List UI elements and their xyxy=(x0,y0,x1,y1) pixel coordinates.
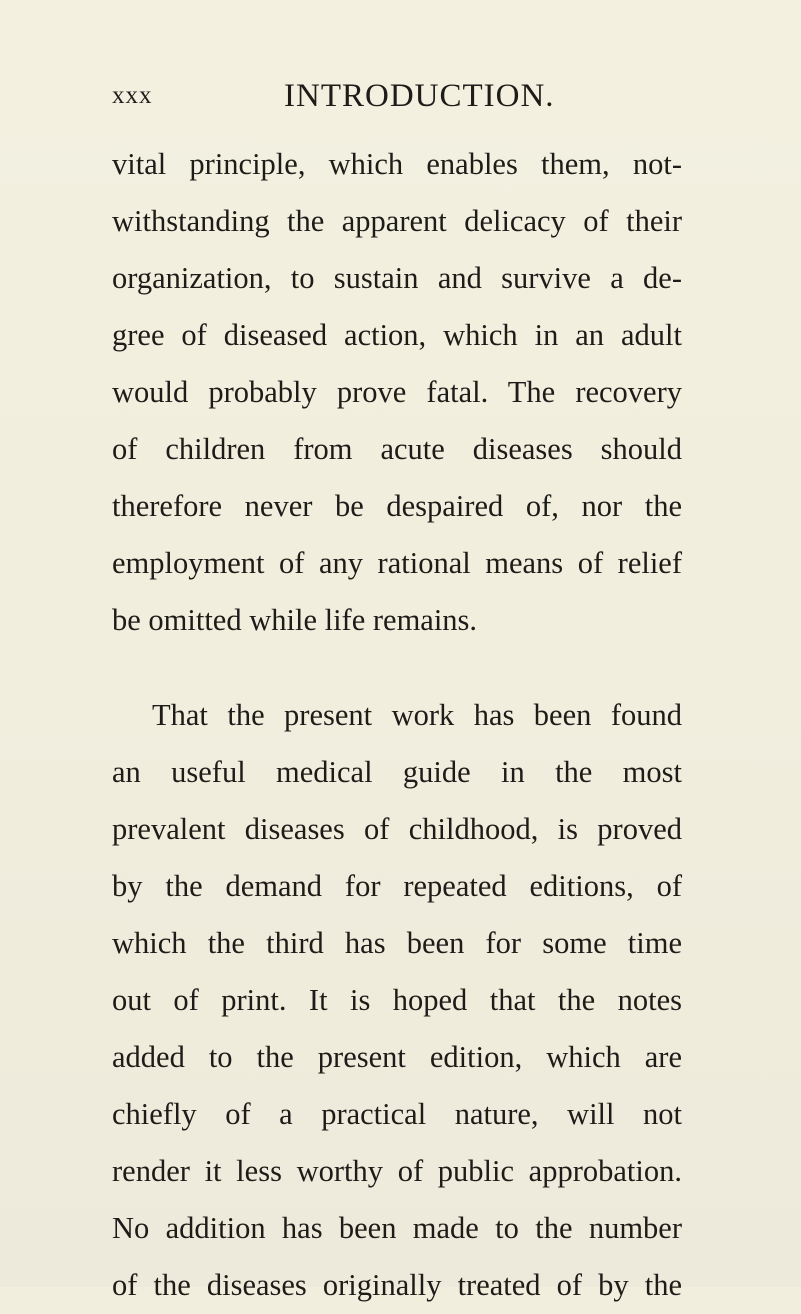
text-line: organization, to sustain and survive a de- xyxy=(112,261,682,295)
text-line: which the third has been for some time xyxy=(112,926,682,960)
text-line: of children from acute diseases should xyxy=(112,432,682,466)
text-line: of the diseases originally treated of by the xyxy=(112,1268,682,1302)
text-line: withstanding the apparent delicacy of their xyxy=(112,204,682,238)
text-line: by the demand for repeated editions, of xyxy=(112,869,682,903)
text-line: No addition has been made to the number xyxy=(112,1211,682,1245)
text-line: chiefly of a practical nature, will not xyxy=(112,1097,682,1131)
text-line: employment of any rational means of relief xyxy=(112,546,682,580)
paragraph-gap xyxy=(112,649,682,687)
body-text xyxy=(112,136,682,1314)
text-line: therefore never be despaired of, nor the xyxy=(112,489,682,523)
text-line: be omitted while life remains. xyxy=(112,603,478,637)
text-line: out of print. It is hoped that the notes xyxy=(112,983,682,1017)
text-line: prevalent diseases of childhood, is proved xyxy=(112,812,682,846)
text-line: gree of diseased action, which in an adult xyxy=(112,318,682,352)
text-line: added to the present edition, which are xyxy=(112,1040,682,1074)
text-line: vital principle, which enables them, not- xyxy=(112,147,682,181)
text-line: render it less worthy of public approbation. xyxy=(112,1154,682,1188)
page-number: xxx xyxy=(112,82,153,109)
paragraph-1 xyxy=(112,136,682,649)
running-head xyxy=(112,78,672,118)
paragraph-2 xyxy=(112,687,682,1314)
running-head-title: INTRODUCTION. xyxy=(284,78,555,114)
text-line: an useful medical guide in the most xyxy=(112,755,682,789)
text-line: That the present work has been found xyxy=(152,698,682,732)
text-line: would probably prove fatal. The recovery xyxy=(112,375,682,409)
